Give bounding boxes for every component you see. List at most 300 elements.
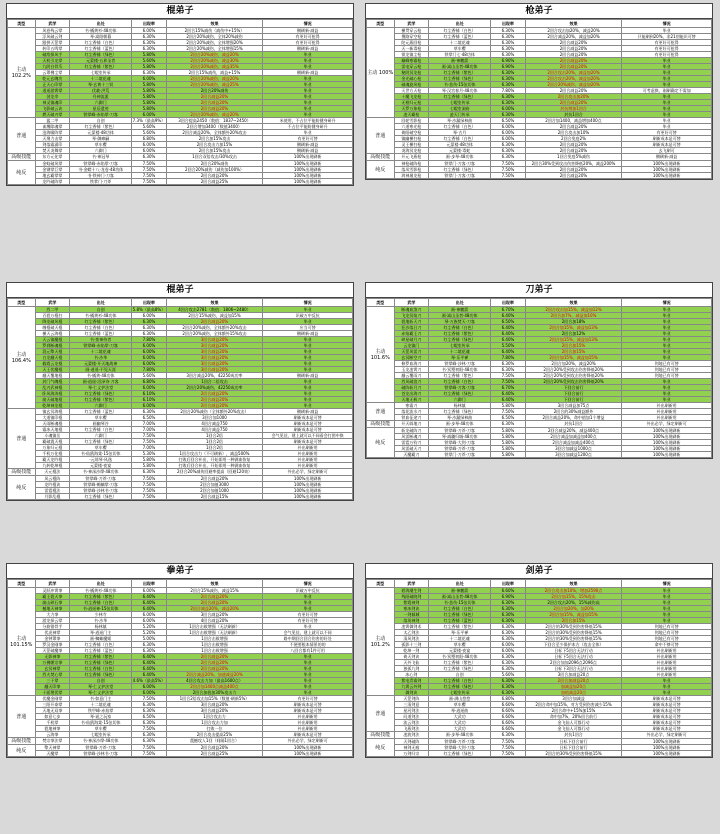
skill-name-cell: 十面埋伏掌	[35, 690, 70, 696]
skill-name-cell: 龙吟破阵掌	[35, 179, 70, 185]
effect-cell: 3回合减益20%	[166, 343, 263, 349]
note-cell: 有更好可替	[622, 130, 712, 136]
skill-name-cell: 天地无极刀	[394, 397, 429, 403]
skill-name-cell: 霜冰天地棍	[35, 427, 70, 433]
rate-cell: 7.50%	[491, 739, 526, 745]
panel-1	[365, 3, 713, 180]
skill-name-cell: 巅峰寒霜枪	[394, 58, 429, 64]
note-cell: 毕业	[622, 355, 712, 361]
effect-cell: 3回合加1000	[166, 415, 263, 421]
skill-name-cell: 千机掌	[35, 720, 70, 726]
rate-cell: 5.80%	[132, 88, 167, 94]
rate-cell: 6.30%	[491, 618, 526, 624]
note-cell: 识破万中反抗	[263, 588, 353, 594]
source-cell: 琴·嵩阳朝暮	[70, 34, 132, 40]
skill-name-cell: 烈风破浪刀	[394, 379, 429, 385]
source-cell: 画·步琴·48功体	[429, 732, 491, 739]
note-cell: 补出刷新用	[263, 457, 353, 463]
source-cell: 十二境花魂	[70, 702, 132, 708]
table-row	[367, 732, 712, 739]
header-row	[367, 20, 712, 28]
column-header: 出处	[70, 299, 132, 307]
source-cell: 元蒙楼·48功体	[70, 130, 132, 136]
rate-cell: 6.60%	[491, 726, 526, 732]
skill-name-cell: 焚天炎舞掌	[35, 148, 70, 154]
column-header: 情况	[263, 299, 353, 307]
rate-cell: 6.30%	[132, 319, 167, 325]
source-cell: 红尘香铺（紫色）	[429, 373, 491, 379]
effect-cell: 2回合减益加减益400点	[525, 440, 622, 446]
effect-cell: 2回合加7%，减益加10%	[525, 313, 622, 319]
note-cell: 毕业	[622, 319, 712, 325]
skill-name-cell: 龙吟棍诀	[35, 482, 70, 488]
rate-cell: 5.80%	[491, 403, 526, 409]
effect-cell: 2回合20%减伤回避率提高（回避120效）	[166, 469, 263, 476]
skill-name-cell: 飞龙冥焰刀	[394, 313, 429, 319]
skill-name-cell: 天罡破魔拳	[35, 648, 70, 654]
rate-cell: 5.60%	[491, 672, 526, 678]
rate-cell: 5.30%	[132, 451, 167, 457]
source-cell: 红尘香铺（蓝色）	[70, 331, 132, 337]
note-cell: 八回合都有1件可用	[263, 648, 353, 654]
source-cell: 六御门	[429, 397, 491, 403]
rate-cell: 6.40%	[132, 594, 167, 600]
source-cell: 红尘香铺（紫色）	[70, 594, 132, 600]
rate-cell: 5.80%	[132, 457, 167, 463]
source-cell: 铁掌峰·刀斧·刀客	[429, 428, 491, 434]
skill-name-cell: 灵跃冲霄拳	[35, 588, 70, 594]
effect-cell: 1回合击败增强（无法刷新）	[166, 630, 263, 636]
rate-cell: 6.30%	[491, 367, 526, 373]
effect-cell: 3回合减益20%	[166, 337, 263, 343]
skill-name-cell: 天机引龙掌	[35, 58, 70, 64]
source-cell: 铁甲峰·赤焰掌	[70, 708, 132, 714]
note-cell: 100%出现刷新	[622, 173, 712, 179]
effect-cell: 2回合减益20%	[166, 397, 263, 403]
note-cell: 刷新成本是可替	[263, 732, 353, 738]
effect-cell: 2回合加15%，减益加15%	[525, 355, 622, 361]
category-cell: 主动 101.2%	[367, 588, 395, 696]
skill-name-cell: 乾坤一剑	[394, 648, 429, 654]
category-cell: 高级技能	[367, 732, 395, 739]
source-cell: 书·冥塑初阳·48功体	[429, 367, 491, 373]
source-cell: 红尘香铺（紫色）	[70, 319, 132, 325]
panel-3	[365, 282, 713, 459]
effect-cell: 封抗1回合	[525, 732, 622, 739]
effect-cell: 3回合加减益20点	[525, 672, 622, 678]
source-cell: 书·神冠琴	[70, 154, 132, 161]
effect-cell: 日标下回合前行	[525, 745, 622, 751]
note-cell: 侧刷新·减益	[263, 142, 353, 148]
table-row	[8, 738, 353, 745]
source-cell: 红尘香铺（白色）	[429, 606, 491, 612]
skill-name-cell: 倚天剑诀	[394, 654, 429, 660]
table-row	[367, 421, 712, 428]
effect-cell: 4回合攻击2781（数值：1806~2480）	[166, 307, 263, 313]
note-cell: 刷新成本是可替	[622, 726, 712, 732]
source-cell: 画·神鹏箭	[429, 588, 491, 594]
skill-name-cell: 罗刹断魂棍	[35, 343, 70, 349]
category-cell: 纯反	[367, 161, 395, 179]
effect-cell: 2回合加15%，减益加15%	[525, 612, 622, 618]
table-row	[8, 494, 353, 500]
rate-cell: 6.30%	[491, 636, 526, 642]
effect-cell: 2回合20%减伤，减益25%	[166, 82, 263, 88]
effect-cell: 2回合20%受到攻击伤害降低20%	[525, 379, 622, 385]
source-cell: 丹神流派	[70, 94, 132, 100]
effect-cell: 2回合减益20%	[166, 745, 263, 751]
skill-name-cell: 飞影破云诀	[35, 106, 70, 112]
source-cell: 大武功	[429, 726, 491, 732]
note-cell: 有更好可抢得	[263, 40, 353, 46]
rate-cell: 6.30%	[491, 421, 526, 428]
source-cell: 红尘香铺（白色）	[429, 136, 491, 142]
table-row	[8, 154, 353, 161]
effect-cell: 封抗1回合	[525, 421, 622, 428]
note-cell: 补出刷新用	[263, 463, 353, 469]
rate-cell: 5.60%	[132, 124, 167, 130]
rate-cell: 6.40%	[491, 313, 526, 319]
note-cell: 毕业	[263, 94, 353, 100]
note-cell: 毕业	[263, 594, 353, 600]
note-cell: 100%出现刷新	[263, 154, 353, 161]
rate-cell: 6.30%	[491, 76, 526, 82]
source-cell: 红尘香铺（紫色）	[70, 654, 132, 660]
skill-name-cell: 锁龙镇尘枪	[394, 52, 429, 58]
effect-cell: 2回合加15%攻击	[166, 148, 263, 154]
note-cell: 100%出现刷新	[263, 476, 353, 482]
note-cell: 100%出现刷新	[622, 167, 712, 173]
source-cell: 铁掌峰·沙林书·刀客	[70, 751, 132, 757]
category-cell: 主动 102.2%	[8, 28, 36, 118]
category-cell: 高级技能	[8, 154, 36, 161]
skill-name-cell: 乾坤神龙棍	[35, 403, 70, 409]
note-cell: 毕业	[263, 672, 353, 678]
rate-cell: 7.00%	[132, 445, 167, 451]
rate-cell: 5.80%	[132, 82, 167, 88]
column-header: 效果	[166, 20, 263, 28]
source-cell: 元蒙楼·开天地战神	[70, 361, 132, 367]
note-cell: 刷新成本是可替	[263, 702, 353, 708]
effect-cell: 2回合减益20%，减益20%	[166, 606, 263, 612]
effect-cell: 2回合减益20%	[166, 100, 263, 106]
source-cell: 红尘香铺（紫色）	[429, 624, 491, 630]
skill-name-cell: 万象归元棍	[35, 445, 70, 451]
skill-name-cell: 崩山碎石拳	[35, 600, 70, 606]
source-cell: 红尘香铺（绿色）	[70, 439, 132, 445]
rate-cell: 6.00%	[491, 642, 526, 648]
source-cell: 琴·沙漏绿林曲	[429, 415, 491, 421]
note-cell: 有更好可抢得	[622, 52, 712, 58]
column-header: 效果	[525, 299, 622, 307]
source-cell: 十二境花魂	[70, 349, 132, 355]
skill-name-cell: 大道镇印棍	[35, 415, 70, 421]
source-cell: 红尘香铺（绿色）	[429, 612, 491, 618]
effect-cell: 2回合加1400点减益400点	[166, 684, 263, 690]
rate-cell: 6.40%	[132, 666, 167, 672]
skill-name-cell: 千机万化棍	[35, 451, 70, 457]
column-header: 类型	[367, 299, 395, 307]
skill-name-cell: 天一新毒枪	[394, 46, 429, 52]
skill-name-cell: 崩天破地棍	[35, 397, 70, 403]
source-cell: 自创	[70, 678, 132, 684]
note-cell: 100%出现刷新	[622, 440, 712, 446]
effect-cell: 2回合的30%受到伤害降低15%	[525, 636, 622, 642]
skill-name-cell: 三干掌	[35, 678, 70, 684]
note-cell: 只能刷到20%，非21别能识可替	[622, 34, 712, 40]
rate-cell: 6.60%	[491, 714, 526, 720]
note-cell: 刷新成本是可替	[622, 696, 712, 702]
source-cell: 琴·沙漏绿林曲	[429, 118, 491, 124]
rate-cell: 5.80%	[491, 452, 526, 458]
source-cell: ·元琼琴·风逸	[70, 457, 132, 463]
skill-name-cell: 东方元化掌	[35, 154, 70, 161]
rate-cell: 6.40%	[491, 349, 526, 355]
note-cell: 刷新成本是可替	[622, 142, 712, 148]
rate-cell: 6.10%	[132, 397, 167, 403]
category-cell: 普通	[367, 118, 395, 154]
source-cell: 画·蜘蛛魔姬	[70, 636, 132, 642]
skill-name-cell: 灵王横扫枪	[394, 142, 429, 148]
source-cell: 红尘香铺（绿色）	[429, 76, 491, 82]
rate-cell: 6.30%	[491, 361, 526, 367]
column-header: 出现率	[491, 20, 526, 28]
category-cell: 主动 100%	[367, 28, 395, 118]
source-cell: 红尘香铺（紫色）	[429, 331, 491, 337]
effect-cell: 2回合减益20%	[166, 391, 263, 397]
rate-cell: 7.50%	[491, 751, 526, 757]
source-cell: 草车樱	[429, 702, 491, 708]
source-cell: 画·神鹏箭	[429, 307, 491, 313]
note-cell: 100%出现刷新	[622, 161, 712, 167]
skill-name-cell: 落花流水刀	[394, 409, 429, 415]
skill-name-cell: 秘阴冥龙枪	[394, 70, 429, 76]
source-cell: 红尘香铺（白色）	[70, 325, 132, 331]
skill-name-cell: 封门气魄棍	[35, 379, 70, 385]
source-cell: 红尘香铺（绿色）	[429, 751, 491, 757]
rate-cell: 6.30%	[132, 738, 167, 745]
column-header: 出现率	[491, 299, 526, 307]
skill-name-cell: 碧海潮生剑	[394, 588, 429, 594]
note-cell: 有更好可抢得	[622, 46, 712, 52]
effect-cell: 加减益加20点	[525, 684, 622, 690]
note-cell: 米使用，不占位平能防健身研升	[263, 118, 353, 124]
column-header: 类型	[367, 20, 395, 28]
source-cell: 铁掌峰·刀斧·刀客	[429, 446, 491, 452]
skill-name-cell: 云海拳	[35, 732, 70, 738]
note-cell: 毕业	[263, 319, 353, 325]
rate-cell: 6.30%	[491, 70, 526, 76]
rate-cell: 6.40%	[491, 325, 526, 331]
note-cell: 会气见佳，建上就可以不同	[263, 630, 353, 636]
note-cell: 侧刷新·减益	[263, 331, 353, 337]
source-cell: 铁掌门·刀客·刀客	[429, 173, 491, 179]
source-cell: 七暇室传承	[429, 100, 491, 106]
note-cell: 毕业	[263, 367, 353, 373]
note-cell: 侧刷新·减益	[263, 373, 353, 379]
column-header: 武学	[35, 20, 70, 28]
column-header: 效果	[525, 580, 622, 588]
rate-cell: 6.60%	[491, 702, 526, 708]
rate-cell: 7.50%	[132, 726, 167, 732]
note-cell: 有更好可抢得	[263, 34, 353, 40]
note-cell: 外出必学，绿定刷新可	[622, 421, 712, 428]
skill-name-cell: 凌霄御剑术	[394, 624, 429, 630]
effect-cell: 2回合攻击20%，减益加20%	[525, 70, 622, 76]
source-cell: 红尘香铺（紫色）	[70, 397, 132, 403]
note-cell: 去飞刷可	[622, 148, 712, 154]
note-cell: 补出刷新用	[622, 403, 712, 409]
effect-cell: 2回合减益20%	[525, 142, 622, 148]
category-cell: 主动 101.6%	[367, 307, 395, 403]
note-cell: 毕业	[622, 28, 712, 34]
rate-cell: 6.30%	[491, 94, 526, 100]
note-cell: 毕业	[263, 379, 353, 385]
note-cell: 毕业	[263, 654, 353, 660]
skill-name-cell: 天罗万象枪	[394, 106, 429, 112]
skill-name-cell: 玄冥断空刀	[394, 355, 429, 361]
skill-name-cell: 百裂万棍扫	[35, 313, 70, 319]
skill-name-cell: 凌天霸枪	[394, 112, 429, 118]
note-cell: 应当可替	[263, 325, 353, 331]
effect-cell: 2回合免疫2%	[525, 136, 622, 142]
source-cell: 书·沙华	[70, 355, 132, 361]
skill-name-cell: 跟拼天罡掌	[35, 40, 70, 46]
rate-cell: 7.3%（最高9%）	[132, 117, 166, 123]
rate-cell: 7.50%	[491, 173, 526, 179]
rate-cell: 7.50%	[132, 167, 167, 173]
column-header: 类型	[8, 20, 36, 28]
source-cell: 铁掌峰·刀斧·刀客	[70, 745, 132, 751]
skill-name-cell: 雀鹰除魂掌	[35, 124, 70, 130]
skill-table	[366, 298, 712, 458]
rate-cell: 7.50%	[132, 476, 167, 482]
effect-cell: 4回合攻击力加（最高1600点）	[166, 678, 263, 684]
effect-cell: 2回合减益20%	[166, 476, 263, 482]
effect-cell: 3回合减益20%	[166, 355, 263, 361]
skill-name-cell: 神剑无痕	[394, 745, 429, 751]
note-cell: 毕业	[263, 684, 353, 690]
rate-cell: 7.50%	[491, 167, 526, 173]
table-row	[367, 154, 712, 161]
rate-cell: 6.00%	[132, 690, 167, 696]
note-cell: 补出刷新用	[622, 648, 712, 654]
note-cell: 100%出现刷新	[263, 179, 353, 185]
note-cell: 侧刷新·减益	[263, 409, 353, 415]
skill-name-cell: 寒冰剑诀	[394, 606, 429, 612]
note-cell: 有更好可替	[263, 612, 353, 618]
effect-cell: 3回合加减益1200点	[525, 452, 622, 458]
skill-name-cell: 无影神拳	[35, 654, 70, 660]
rate-cell: 6.30%	[491, 630, 526, 636]
category-cell: 纯反	[8, 161, 36, 185]
source-cell: 凌天门传承	[429, 112, 491, 118]
category-cell: 纯反	[367, 428, 395, 458]
column-header: 出处	[429, 20, 491, 28]
effect-cell: 1回合击败增强（无法刷新）	[166, 624, 263, 630]
note-cell: 毕业	[263, 361, 353, 367]
skill-name-cell: 金钟罩拳	[35, 636, 70, 642]
skill-name-cell: 撼地天神拳	[35, 606, 70, 612]
skill-name-cell: 开天辟地刀	[394, 421, 429, 428]
effect-cell: 命中加7%，20%回合前行	[525, 714, 622, 720]
source-cell: 红尘香铺（白色）	[70, 666, 132, 672]
skill-name-cell: 太乙剑法	[394, 630, 429, 636]
source-cell: 红尘香铺（紫色）	[70, 64, 132, 70]
note-cell: 100%出现刷新	[263, 494, 353, 500]
source-cell: 十二境花魂	[429, 349, 491, 355]
skill-name-cell: 正天心印掌	[35, 82, 70, 88]
rate-cell: 6.30%	[132, 409, 167, 415]
skill-name-cell: 天外飞仙	[394, 660, 429, 666]
skill-name-cell: 天罡剑阵	[394, 696, 429, 702]
skill-name-cell: 乱刃武神棍	[35, 385, 70, 391]
skill-name-cell: 万剑归宗	[394, 751, 429, 757]
rate-cell: 6.30%	[491, 142, 526, 148]
note-cell: 刷新成本是可替	[622, 702, 712, 708]
note-cell: 毕业	[622, 307, 712, 313]
note-cell: 有更好可替	[263, 696, 353, 702]
note-cell: 毕业	[263, 678, 353, 684]
effect-cell: 封抗1回合	[525, 112, 622, 118]
source-cell: 红尘香铺（白色）	[429, 379, 491, 385]
category-cell: 高级技能	[8, 469, 36, 476]
rate-cell: 6.30%	[491, 46, 526, 52]
table-row	[367, 751, 712, 757]
column-header: 武学	[394, 299, 429, 307]
source-cell: 草车樱	[70, 142, 132, 148]
effect-cell: 2回合加15%，减益加13%	[525, 337, 622, 343]
rate-cell: 6.50%	[491, 319, 526, 325]
rate-cell: 5.00%	[132, 636, 167, 642]
effect-cell: 2回合减益20%，命中值加1个增益	[525, 415, 622, 421]
rate-cell: 5.80%	[132, 64, 167, 70]
skill-table	[7, 298, 353, 500]
note-cell: 补出刷新用	[622, 660, 712, 666]
rate-cell: 6.00%	[132, 112, 167, 118]
skill-name-cell: 紫电青霜剑	[394, 678, 429, 684]
skill-name-cell: 陀元燕回枪	[394, 40, 429, 46]
note-cell: 会气见佳，建上就可以不同看会打图中换	[263, 433, 353, 439]
column-header: 出处	[70, 580, 132, 588]
column-header: 情况	[622, 580, 712, 588]
rate-cell: 5.20%	[132, 624, 167, 630]
skill-name-cell: 乾元玄魄功	[35, 76, 70, 82]
source-cell: 铁掌门·刀客·刀客	[429, 161, 491, 167]
effect-cell: 2回合的30%受到伤害降低15%	[525, 624, 622, 630]
rate-cell: 6.80%	[491, 696, 526, 702]
effect-cell: 1回合击败增强	[166, 636, 263, 642]
rate-cell: 5.8%（最高8%）	[132, 306, 166, 312]
effect-cell: 2回合加加2096点2096点	[525, 660, 622, 666]
skill-name-cell: 破阵斩月刀	[394, 385, 429, 391]
source-cell: 画·嵩山圣者·48功体	[429, 313, 491, 319]
skill-name-cell: 游龙探云掌	[35, 618, 70, 624]
note-cell: 100%出现刷新	[622, 428, 712, 434]
effect-cell: 2回合减益20%	[166, 600, 263, 606]
rate-cell: 7.80%	[132, 367, 167, 373]
skill-name-cell: 逍遥游霄掌	[35, 88, 70, 94]
note-cell: 100%出现刷新	[263, 173, 353, 179]
column-header: 武学	[394, 580, 429, 588]
rate-cell: 6.50%	[491, 118, 526, 124]
effect-cell: 2回合加12%	[525, 331, 622, 337]
source-cell: 红尘香铺（绿色）	[429, 409, 491, 415]
source-cell: 红尘香铺（蓝色）	[429, 34, 491, 40]
note-cell: 毕业	[622, 124, 712, 130]
source-cell: 画·步琴·48功体	[429, 154, 491, 161]
effect-cell: 封抗增加1回合	[525, 106, 622, 112]
